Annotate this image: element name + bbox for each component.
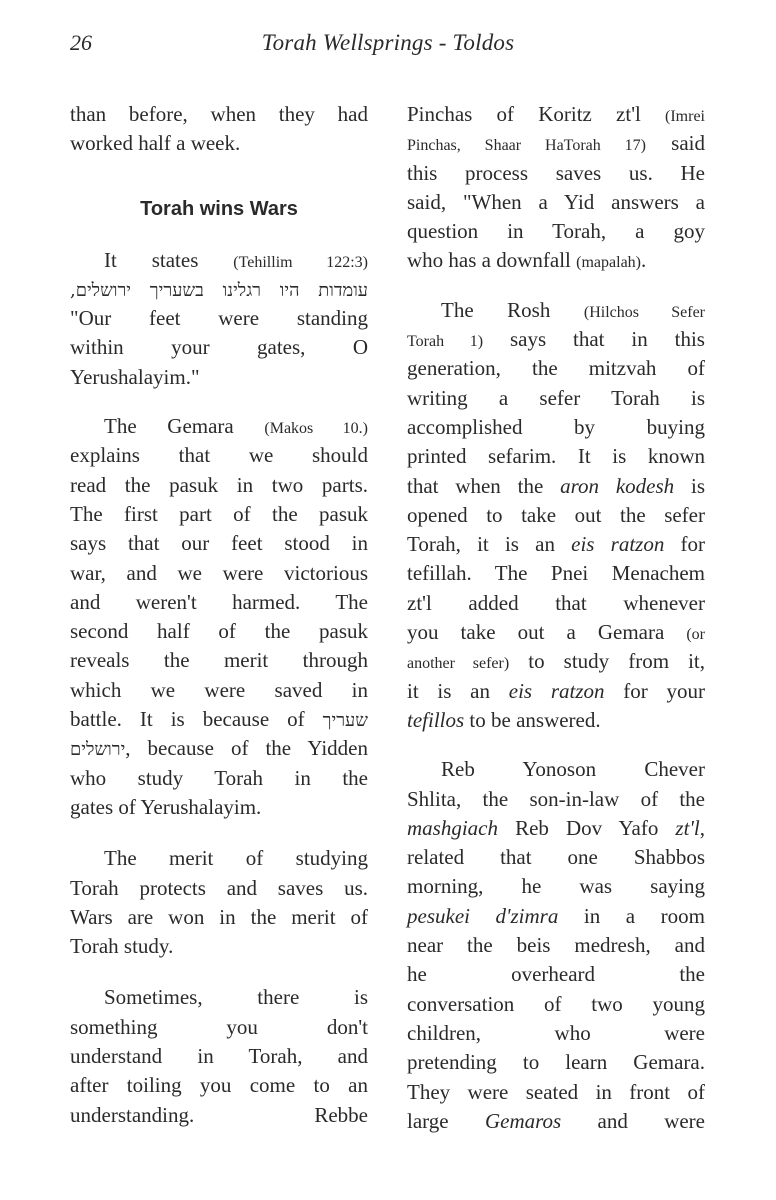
text-line: reveals the merit through (70, 648, 368, 673)
text-line (407, 902, 705, 931)
text-line: within your gates, O (70, 335, 368, 360)
text: The Gemara (104, 414, 265, 439)
text-line (407, 296, 705, 325)
text: that when the (407, 473, 561, 498)
citation: another sefer) (407, 655, 510, 673)
citation: (Tehillim 122:3) (233, 253, 368, 271)
text: in a room (558, 903, 705, 928)
left-column (70, 100, 368, 1130)
text-line: worked half a week. (70, 131, 241, 156)
text: is (674, 473, 705, 498)
text: , because of the Yidden (125, 736, 368, 761)
paragraph-merit (70, 844, 368, 961)
text: who has a downfall (407, 248, 577, 273)
text: and were (561, 1108, 706, 1133)
text: The Rosh (441, 297, 584, 322)
hebrew-line (70, 275, 368, 304)
text-line (407, 129, 705, 158)
citation: (or (686, 626, 705, 644)
italic-term: aron kodesh (560, 473, 675, 498)
text-line: accomplished by buying (407, 414, 705, 439)
text: battle. It is because of (70, 707, 323, 732)
text-line: conversation of two young (407, 991, 705, 1016)
citation: (mapalah) (576, 254, 641, 272)
hebrew-quote: עומדות היו רגלינו בשעריך ירושלים, (70, 279, 368, 301)
text-line (407, 706, 705, 735)
text: , (699, 815, 705, 840)
text: large (407, 1108, 485, 1133)
text-line: something you don't (70, 1014, 368, 1039)
text-line: after toiling you come to an (70, 1073, 368, 1098)
text-line: which we were saved in (70, 677, 368, 702)
text-line: opened to take out the sefer (407, 502, 705, 527)
right-column (407, 100, 705, 1136)
text-line: writing a sefer Torah is (407, 385, 705, 410)
text-line: children, who were (407, 1020, 705, 1045)
text-line (70, 412, 368, 441)
text-line: zt'l added that whenever (407, 590, 705, 615)
text: says that in this (483, 327, 705, 352)
text-line: said, "When a Yid answers a (407, 189, 705, 214)
paragraph-tehillim (70, 246, 368, 392)
text-line: pretending to learn Gemara. (407, 1050, 705, 1075)
citation: Pinchas, Shaar HaTorah 17) (407, 137, 647, 155)
citation: (Makos 10.) (264, 420, 368, 438)
italic-term: zt'l (675, 815, 700, 840)
citation: (Hilchos Sefer (583, 303, 706, 321)
text: for your (604, 678, 705, 703)
text-line: says that our feet stood in (70, 531, 368, 556)
text: you take out a Gemara (407, 620, 687, 645)
text: for (664, 532, 705, 557)
paragraph-continuation (70, 100, 368, 159)
page-number: 26 (70, 30, 92, 55)
text: to study from it, (509, 649, 705, 674)
text-line: explains that we should (70, 443, 368, 468)
paragraph-koritz (407, 100, 705, 276)
italic-term: Gemaros (484, 1108, 562, 1133)
text-line: second half of the pasuk (70, 619, 368, 644)
text-line (407, 814, 705, 843)
text-line: question in Torah, a goy (407, 219, 705, 244)
text-line: printed sefarim. It is known (407, 444, 705, 469)
hebrew-word: ירושלים (70, 739, 126, 761)
text-line: near the beis medresh, and (407, 933, 705, 958)
section-heading: Torah wins Wars (140, 197, 298, 220)
text-line (407, 530, 705, 559)
paragraph-sometimes (70, 983, 368, 1129)
text-line: who study Torah in the (70, 765, 368, 790)
text-line: understanding. Rebbe (70, 1102, 368, 1127)
italic-term: eis ratzon (508, 678, 605, 703)
text: said (646, 131, 706, 156)
running-title: Torah Wellsprings - Toldos (261, 30, 515, 55)
text-line: Shlita, the son-in-law of the (407, 786, 705, 811)
text: Reb Dov Yafo (498, 815, 676, 840)
paragraph-chever (407, 755, 705, 1136)
text: Pinchas of Koritz zt'l (407, 102, 666, 126)
text-line (407, 1107, 705, 1136)
text-line: related that one Shabbos (407, 845, 705, 870)
text-line: he overheard the (407, 962, 705, 987)
text-line: morning, he was saying (407, 874, 705, 899)
text-line (407, 677, 705, 706)
text-line: generation, the mitzvah of (407, 356, 705, 381)
text: Torah, it is an (407, 532, 572, 557)
text-line (407, 618, 705, 647)
text-line: The first part of the pasuk (70, 501, 368, 526)
citation: Torah 1) (407, 333, 484, 351)
page-header (0, 30, 776, 62)
text-line (407, 647, 705, 676)
text-line: read the pasuk in two parts. (70, 472, 368, 497)
text-line (70, 246, 368, 275)
text-line: They were seated in front of (407, 1079, 705, 1104)
text-line: tefillah. The Pnei Menachem (407, 561, 705, 586)
text-line (70, 734, 368, 763)
text-line: The merit of studying (104, 846, 368, 871)
text-line: understand in Torah, and (70, 1044, 368, 1069)
text-line: Torah study. (70, 934, 174, 959)
text-line: this process saves us. He (407, 160, 705, 185)
italic-term: eis ratzon (571, 532, 665, 557)
text-line: Reb Yonoson Chever (441, 757, 705, 782)
text-line (407, 246, 705, 275)
paragraph-gemara (70, 412, 368, 822)
text-line (407, 100, 705, 129)
hebrew-word: שעריך (322, 710, 368, 732)
text-line: Sometimes, there is (104, 985, 368, 1010)
text-line: and weren't harmed. The (70, 589, 368, 614)
text-line: war, and we were victorious (70, 560, 368, 585)
paragraph-rosh (407, 296, 705, 735)
text-line: "Our feet were standing (70, 306, 368, 331)
text-line: Yerushalayim." (70, 364, 200, 389)
text-line (407, 472, 705, 501)
italic-term: mashgiach (407, 815, 498, 840)
text-line (70, 705, 368, 734)
text-line: Wars are won in the merit of (70, 904, 368, 929)
text: it is an (407, 678, 509, 703)
text-line (407, 325, 705, 354)
text: to be answered. (464, 707, 601, 732)
text: . (641, 248, 647, 273)
italic-term: pesukei d'zimra (407, 903, 559, 928)
text-line: than before, when they had (70, 102, 368, 126)
citation: (Imrei (665, 108, 705, 125)
italic-term: tefillos (407, 707, 465, 732)
text: It states (104, 247, 234, 272)
text-line: Torah protects and saves us. (70, 875, 368, 900)
text-line: gates of Yerushalayim. (70, 794, 262, 819)
